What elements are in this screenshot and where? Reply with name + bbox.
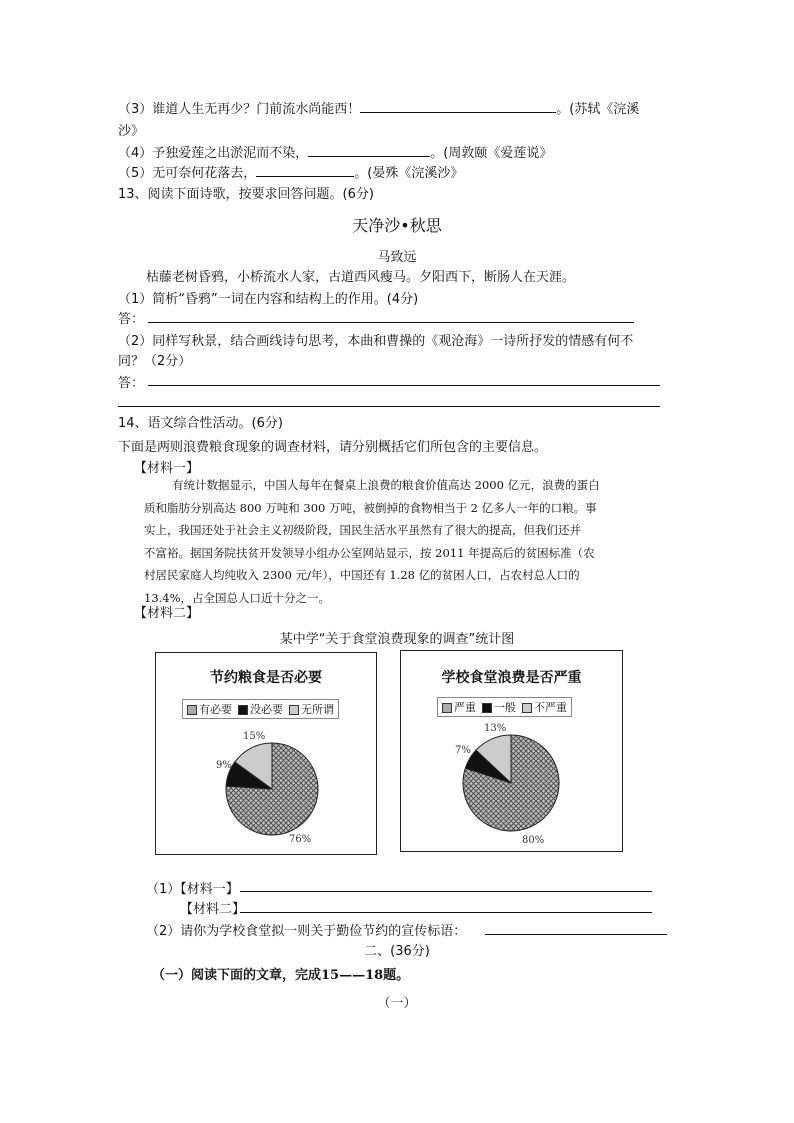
- q3-blank[interactable]: [360, 98, 556, 113]
- mat1-body: [144, 474, 674, 609]
- ans1-label: （1）【材料一】: [146, 882, 239, 897]
- legend-item: 无所谓: [289, 701, 334, 717]
- q5-text: （5）无可奈何花落去，: [118, 166, 257, 181]
- section2-part: （一）: [377, 996, 417, 1011]
- q13-sub2: （2）同样写秋景，结合画线诗句思考，本曲和曹操的《观沧海》一诗所抒发的情感有何不: [118, 334, 634, 349]
- q13-answer2-line-b[interactable]: [118, 406, 660, 407]
- slice-label: 13%: [484, 723, 507, 734]
- q3-cont: 沙》: [118, 124, 145, 139]
- q13-sub1: （1）简析“昏鸦”一词在内容和结构上的作用。(4分): [118, 292, 419, 307]
- poem-text: 枯藤老树昏鸦，小桥流水人家，古道西风瘦马。夕阳西下，断肠人在天涯。: [146, 270, 576, 285]
- q13-sub2-cont: 同？（2分）: [118, 354, 192, 369]
- legend-item: 没必要: [238, 701, 283, 717]
- ans1b-label: 【材料二】: [180, 902, 246, 917]
- q4-text: （4）予独爱莲之出淤泥而不染，: [118, 146, 309, 161]
- q13-answer1-line[interactable]: [148, 322, 634, 323]
- ans1-line[interactable]: [240, 891, 652, 892]
- charts-title: 某中学“关于食堂浪费现象的调查”统计图: [279, 632, 515, 647]
- q4-source: 。(周敦颐《爱莲说》: [430, 146, 553, 161]
- pie-chart-severity: [400, 650, 623, 852]
- mat1-line: 有统计数据显示，中国人每年在餐桌上浪费的粮食价值高达 2000 亿元，浪费的蛋白: [172, 478, 600, 492]
- mat1-label: 【材料一】: [134, 461, 200, 476]
- pie-chart-necessity: [155, 652, 377, 855]
- chart-title: 学校食堂浪费是否严重: [441, 670, 582, 686]
- slice-label: 80%: [522, 835, 545, 846]
- q5-line: [118, 162, 463, 181]
- ans2-label: （2）请你为学校食堂拟一则关于勤俭节约的宣传标语：: [146, 924, 467, 939]
- pie-svg: [401, 651, 622, 851]
- q4-line: [118, 142, 552, 161]
- q3-text: （3）谁道人生无再少？门前流水尚能西！: [118, 102, 361, 117]
- pie-svg: [156, 653, 376, 854]
- q13-answer2-line[interactable]: [148, 385, 660, 386]
- poem-author: 马致远: [377, 250, 417, 265]
- mat2-label: 【材料二】: [134, 606, 200, 621]
- q14-intro: 下面是两则浪费粮食现象的调查材料，请分别概括它们所包含的主要信息。: [118, 440, 548, 455]
- slice-label: 9%: [216, 760, 232, 771]
- legend-item: 一般: [482, 699, 516, 715]
- q13-answer-label: 答：: [118, 312, 145, 327]
- mat1-line: 村居民家庭人均纯收入 2300 元/年），中国还有 1.28 亿的贫困人口，占农村总人口的: [144, 568, 580, 582]
- q3-line: [118, 98, 639, 117]
- chart-title: 节约粮食是否必要: [210, 670, 322, 686]
- legend-item: 严重: [442, 699, 476, 715]
- section2-heading: 二、(36分): [364, 944, 430, 959]
- q5-source: 。(晏殊《浣溪沙》: [354, 166, 464, 181]
- q5-blank[interactable]: [256, 162, 354, 177]
- slice-label: 15%: [243, 731, 266, 742]
- mat1-line: 13.4%，占全国总人口近十分之一。: [144, 590, 331, 605]
- legend-item: 有必要: [187, 701, 232, 717]
- slice-label: 7%: [455, 745, 471, 756]
- section2-sub: （一）阅读下面的文章，完成15——18题。: [152, 968, 410, 983]
- q14-heading: 14、语文综合性活动。(6分): [118, 416, 283, 431]
- poem-title: 天净沙•秋思: [352, 216, 442, 235]
- mat1-line: 实上，我国还处于社会主义初级阶段，国民生活水平虽然有了很大的提高，但我们还并: [144, 523, 581, 537]
- ans2-line[interactable]: [485, 934, 667, 935]
- legend-item: 不严重: [522, 699, 567, 715]
- slice-label: 76%: [289, 834, 312, 845]
- q13-answer-label2: 答：: [118, 376, 145, 391]
- q4-blank[interactable]: [308, 142, 430, 157]
- mat1-line: 质和脂肪分别高达 800 万吨和 300 万吨，被倒掉的食物相当于 2 亿多人一年的口粮。事: [144, 500, 597, 515]
- q3-source: 。(苏轼《浣溪: [556, 102, 640, 117]
- ans1b-line[interactable]: [240, 912, 652, 913]
- mat1-line: 不富裕。据国务院扶贫开发领导小组办公室网站显示，按 2011 年提高后的贫困标准（农: [144, 545, 595, 560]
- q13-heading: 13、阅读下面诗歌，按要求回答问题。(6分): [118, 187, 374, 202]
